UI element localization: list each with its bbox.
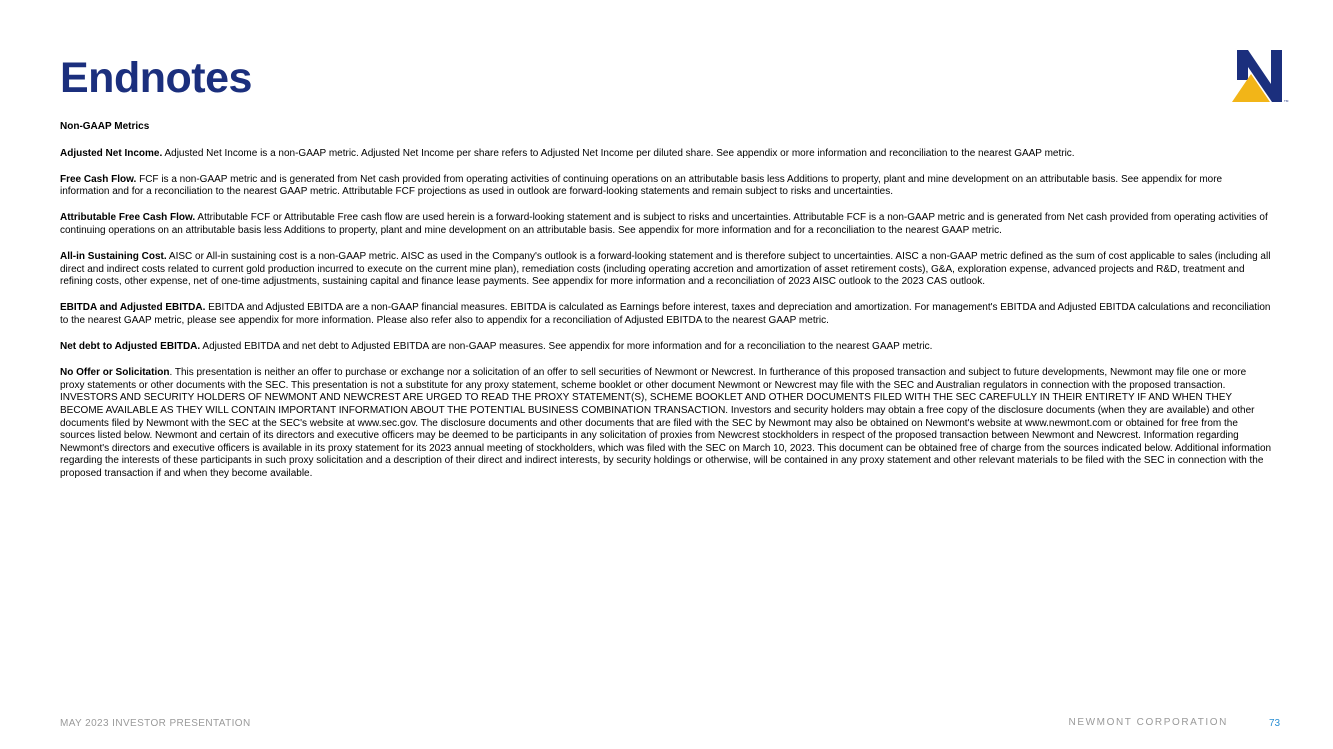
page-number: 73 (1269, 718, 1281, 729)
note-heading: Adjusted Net Income. (60, 147, 163, 159)
note-heading: No Offer or Solicitation (60, 367, 170, 379)
note-attributable-free-cash-flow (60, 212, 1272, 237)
endnotes-content (60, 121, 1272, 494)
section-heading: Non-GAAP Metrics (60, 121, 150, 132)
note-net-debt-to-adjusted-ebitda (60, 341, 1272, 354)
trademark-mark: TM (1284, 99, 1289, 103)
page-title: Endnotes (60, 54, 252, 102)
note-all-in-sustaining-cost (60, 251, 1272, 289)
note-text: Adjusted EBITDA and net debt to Adjusted EBITDA are non-GAAP measures. See appendix for more information and for a reconciliation to the nearest GAAP metric. (200, 341, 933, 353)
newmont-logo-icon (1230, 50, 1290, 106)
note-adjusted-net-income (60, 148, 1272, 161)
note-heading: EBITDA and Adjusted EBITDA. (60, 302, 206, 314)
note-heading: Net debt to Adjusted EBITDA. (60, 341, 201, 353)
note-free-cash-flow (60, 174, 1272, 199)
note-heading: All-in Sustaining Cost. (60, 251, 167, 263)
note-text: Attributable FCF or Attributable Free cash flow are used herein is a forward-looking statement and is subject to risks and uncertainties. Attributable FCF is a non-GAAP metric and is generated from Net cash provided from operating activities of continuing operations on an attributable basis less Additions to property, plant and mine development on an attributable basis. See appendix for more information and for a reconciliation to the nearest GAAP metric. (60, 212, 1268, 236)
note-text: EBITDA and Adjusted EBITDA are a non-GAAP financial measures. EBITDA is calculated as Earnings before interest, taxes and depreciation and amortization. For management's EBITDA and Adjusted EBITDA calculations and reconciliation to the nearest GAAP metric, please see appendix for more information. Please also refer also to appendix for a reconciliation of Adjusted EBITDA to the nearest GAAP metric. (60, 302, 1271, 326)
note-text: . This presentation is neither an offer to purchase or exchange nor a solicitation of an offer to sell securities of Newmont or Newcrest. In furtherance of this proposed transaction and subject to future developments, Newmont may file one or more proxy statements or other documents with the SEC. This presentation is not a substitute for any proxy statement, scheme booklet or other document Newmont or Newcrest may file with the SEC and Australian regulators in connection with the proposed transaction. INVESTORS AND SECURITY HOLDERS OF NEWMONT AND NEWCREST ARE URGED TO READ THE PROXY STATEMENT(S), SCHEME BOOKLET AND OTHER DOCUMENTS FILED WITH THE SEC CAREFULLY IN THEIR ENTIRETY IF AND WHEN THEY BECOME AVAILABLE AS THEY WILL CONTAIN IMPORTANT INFORMATION ABOUT THE POTENTIAL BUSINESS COMBINATION TRANSACTION. Investors and security holders may obtain a free copy of the disclosure documents (when they are available) and other documents filed by Newmont with the SEC at the SEC's website at www.sec.gov. The disclosure documents and other documents that are filed with the SEC by Newmont may also be obtained on Newmont's website at www.newmont.com or obtained for free from the sources listed below. Newmont and certain of its directors and executive officers may be deemed to be participants in any solicitation of proxies from Newcrest stockholders in respect of the proposed transaction between Newmont and Newcrest. Information regarding Newmont's directors and executive officers is available in its proxy statement for its 2023 annual meeting of stockholders, which was filed with the SEC on March 10, 2023. This document can be obtained free of charge from the sources indicated below. Additional information regarding the interests of these participants in such proxy solicitation and a description of their direct and indirect interests, by security holdings or otherwise, will be contained in any proxy statement and other relevant materials to be filed with the SEC in connection with the proposed transaction if and when they become available. (60, 367, 1272, 479)
note-text: FCF is a non-GAAP metric and is generated from Net cash provided from operating activities of continuing operations on an attributable basis less Additions to property, plant and mine development on an attributable basis. See appendix for more information and for a reconciliation to the nearest GAAP metric. Attributable FCF projections as used in outlook are forward-looking statements and remain subject to risks and uncertainties. (60, 173, 1223, 198)
note-heading: Attributable Free Cash Flow. (60, 212, 196, 224)
note-text: AISC or All-in sustaining cost is a non-GAAP metric. AISC as used in the Company's outlook is a forward-looking statement and is therefore subject to uncertainties. AISC a non-GAAP metric defined as the sum of cost applicable to sales (including all direct and indirect costs related to current gold production incurred to execute on the current mine plan), remediation costs (including operating accretion and amortization of asset retirement costs), G&A, exploration expense, advanced projects and R&D, treatment and refining costs, other expense, net of one-time adjustments, sustaining capital and finance lease payments. See appendix for more information and a reconciliation of 2023 AISC outlook to the 2023 CAS outlook. (60, 251, 1271, 288)
note-heading: Free Cash Flow. (60, 173, 137, 185)
footer-presentation-label: MAY 2023 INVESTOR PRESENTATION (60, 718, 251, 729)
note-text: Adjusted Net Income is a non-GAAP metric. Adjusted Net Income per share refers to Adjusted Net Income per diluted share. See appendix or more information and reconciliation to the nearest GAAP metric. (162, 147, 1075, 159)
footer-company-name: NEWMONT CORPORATION (1068, 717, 1228, 728)
note-no-offer-or-solicitation (60, 367, 1272, 480)
note-ebitda (60, 302, 1272, 327)
